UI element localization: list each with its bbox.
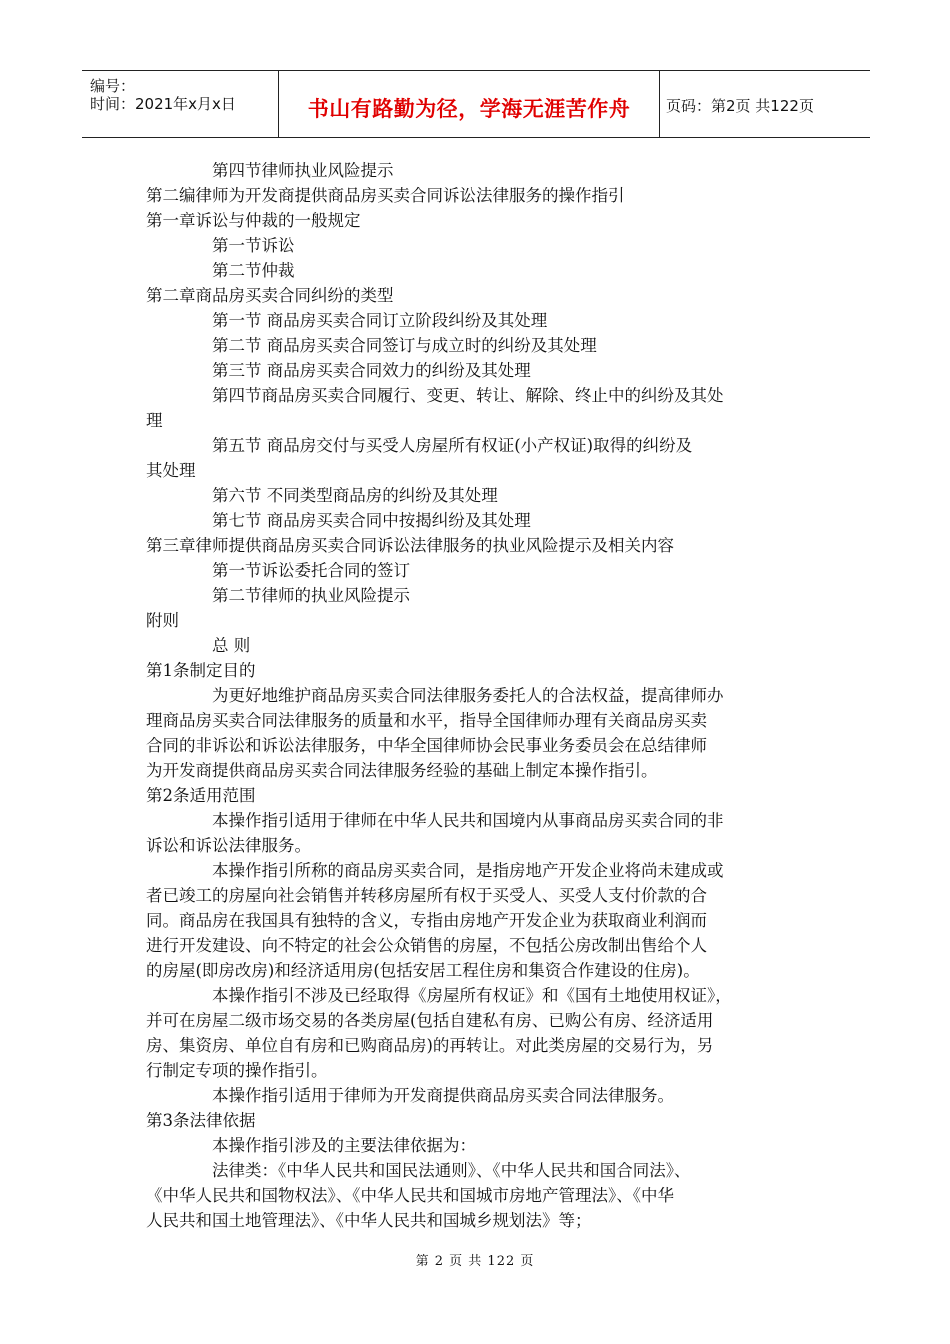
paragraph-line: 本操作指引适用于律师为开发商提供商品房买卖合同法律服务。 [212,1086,674,1105]
toc-line: 第四节律师执业风险提示 [212,161,394,180]
page-footer: 第 2 页 共 122 页 [415,1254,535,1269]
paragraph-line: 理商品房买卖合同法律服务的质量和水平，指导全国律师办理有关商品房买卖 [146,711,707,730]
section-heading: 总 则 [212,636,251,655]
article-heading: 第2条适用范围 [146,786,256,805]
paragraph-line: 人民共和国土地管理法》、《中华人民共和国城乡规划法》等； [146,1211,592,1230]
toc-line: 第二编律师为开发商提供商品房买卖合同诉讼法律服务的操作指引 [146,186,625,205]
toc-line: 第二节律师的执业风险提示 [212,586,410,605]
toc-line: 第二节仲裁 [212,261,295,280]
paragraph-line: 《中华人民共和国物权法》、《中华人民共和国城市房地产管理法》、《中华 [146,1186,674,1205]
toc-line: 第二节 商品房买卖合同签订与成立时的纠纷及其处理 [212,336,597,355]
header-motto: 书山有路勤为径，学海无涯苦作舟 [307,97,631,121]
paragraph-line: 的房屋(即房改房)和经济适用房(包括安居工程住房和集资合作建设的住房)。 [146,961,700,980]
paragraph-line: 者已竣工的房屋向社会销售并转移房屋所有权于买受人、买受人支付价款的合 [146,886,707,905]
paragraph-line: 同。商品房在我国具有独特的含义，专指由房地产开发企业为获取商业利润而 [146,911,707,930]
page-header [82,70,870,138]
toc-line: 附则 [146,611,179,630]
toc-line: 理 [146,411,163,430]
paragraph-line: 本操作指引不涉及已经取得《房屋所有权证》和《国有土地使用权证》， [212,986,732,1005]
header-page-number: 页码：第2页 共122页 [666,97,814,115]
toc-line: 第三章律师提供商品房买卖合同诉讼法律服务的执业风险提示及相关内容 [146,536,674,555]
toc-line: 第六节 不同类型商品房的纠纷及其处理 [212,486,498,505]
toc-line: 第二章商品房买卖合同纠纷的类型 [146,286,394,305]
paragraph-line: 本操作指引适用于律师在中华人民共和国境内从事商品房买卖合同的非 [212,811,724,830]
article-heading: 第1条制定目的 [146,661,256,680]
toc-line: 第七节 商品房买卖合同中按揭纠纷及其处理 [212,511,531,530]
toc-line: 其处理 [146,461,196,480]
article-heading: 第3条法律依据 [146,1111,256,1130]
paragraph-line: 本操作指引所称的商品房买卖合同，是指房地产开发企业将尚未建成或 [212,861,724,880]
paragraph-line: 法律类：《中华人民共和国民法通则》、《中华人民共和国合同法》、 [212,1161,691,1180]
toc-line: 第一节诉讼委托合同的签订 [212,561,410,580]
toc-line: 第三节 商品房买卖合同效力的纠纷及其处理 [212,361,531,380]
header-page-cell [660,71,870,137]
header-meta [82,71,279,137]
paragraph-line: 为开发商提供商品房买卖合同法律服务经验的基础上制定本操作指引。 [146,761,658,780]
paragraph-line: 诉讼和诉讼法律服务。 [146,836,311,855]
toc-line: 第一章诉讼与仲裁的一般规定 [146,211,361,230]
toc-line: 第四节商品房买卖合同履行、变更、转让、解除、终止中的纠纷及其处 [212,386,724,405]
paragraph-line: 并可在房屋二级市场交易的各类房屋(包括自建私有房、已购公有房、经济适用 [146,1011,714,1030]
toc-line: 第一节诉讼 [212,236,295,255]
paragraph-line: 本操作指引涉及的主要法律依据为： [212,1136,476,1155]
document-time-label: 时间：2021年x月x日 [90,95,236,113]
paragraph-line: 进行开发建设、向不特定的社会公众销售的房屋，不包括公房改制出售给个人 [146,936,707,955]
paragraph-line: 合同的非诉讼和诉讼法律服务，中华全国律师协会民事业务委员会在总结律师 [146,736,707,755]
paragraph-line: 为更好地维护商品房买卖合同法律服务委托人的合法权益，提高律师办 [212,686,724,705]
header-motto-cell [279,71,660,137]
paragraph-line: 房、集资房、单位自有房和已购商品房)的再转让。对此类房屋的交易行为，另 [146,1036,714,1055]
document-number-label: 编号： [90,77,136,95]
toc-line: 第五节 商品房交付与买受人房屋所有权证(小产权证)取得的纠纷及 [212,436,693,455]
paragraph-line: 行制定专项的操作指引。 [146,1061,328,1080]
toc-line: 第一节 商品房买卖合同订立阶段纠纷及其处理 [212,311,548,330]
